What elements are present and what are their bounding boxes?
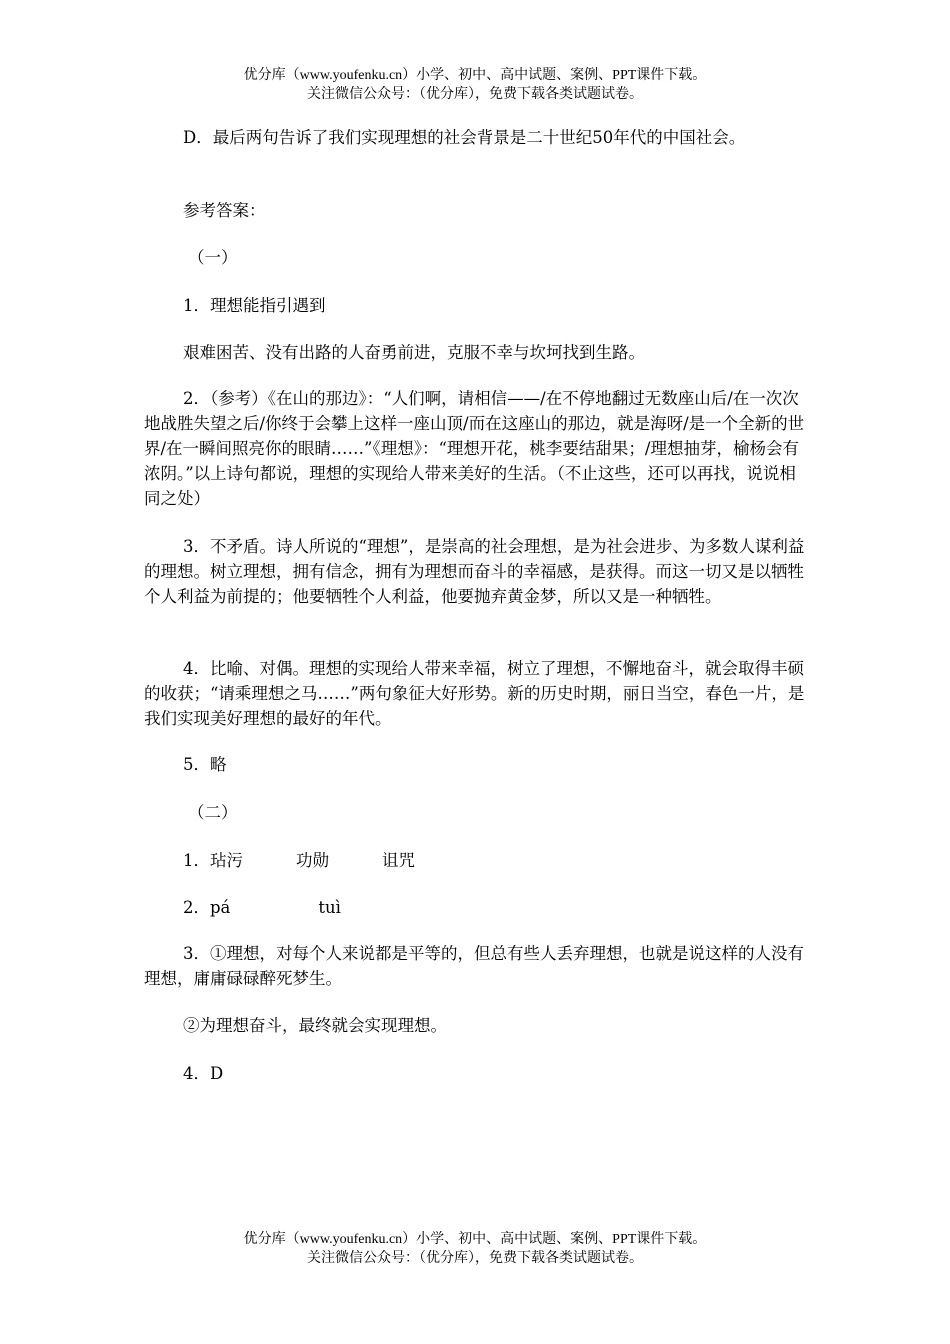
- answer-1-5: 5．略: [183, 755, 227, 774]
- answer-2-3b: ②为理想奋斗，最终就会实现理想。: [183, 1016, 447, 1035]
- pinyin-2: tuì: [318, 898, 341, 917]
- answer-1-3: 3．不矛盾。诗人所说的“理想”，是崇高的社会理想，是为社会进步、为多数人谋利益的理想。树立理想，拥有信念，拥有为理想而奋斗的幸福感，是获得。而这一切又是以牺牲个人利益为前提的；他要牺牲个人利益，他要抛弃黄金梦，所以又是一种牺牲。: [144, 537, 805, 606]
- word-1: 玷污: [210, 851, 243, 870]
- answer-1-2: 2．（参考）《在山的那边》：“人们啊，请相信——/在不停地翻过无数座山后/在一次次地战胜失望之后/你终于会攀上这样一座山顶/而在这座山的那边，就是海呀/是一个全新的世界/在一瞬间照亮你的眼睛……”《理想》：“理想开花，桃李要结甜果；/理想抽芽，榆杨会有浓阴。”以上诗句都说，理想的实现给人带来美好的生活。（不止这些，还可以再找，说说相同之处）: [144, 389, 805, 508]
- footer-line-2: 关注微信公众号：（优分库），免费下载各类试题试卷。: [307, 1251, 643, 1266]
- word-2: 功勋: [296, 851, 329, 870]
- answer-2-1-number: 1．: [183, 851, 210, 870]
- answer-1-4: 4．比喻、对偶。理想的实现给人带来幸福，树立了理想，不懈地奋斗，就会取得丰硕的收获；“请乘理想之马……”两句象征大好形势。新的历史时期，丽日当空，春色一片，是我们实现美好理想的最好的年代。: [144, 659, 805, 728]
- answer-title: 参考答案：: [183, 201, 266, 220]
- answer-2-2: [144, 895, 808, 920]
- answer-1-1-cont: 艰难困苦、没有出路的人奋勇前进，克服不幸与坎坷找到生路。: [183, 343, 645, 362]
- answer-1-1: 1．理想能指引遇到: [183, 296, 326, 315]
- answer-2-4: 4．D: [183, 1064, 224, 1083]
- option-d: D．最后两句告诉了我们实现理想的社会背景是二十世纪50年代的中国社会。: [183, 128, 746, 147]
- answer-2-1: [144, 848, 808, 873]
- page-footer: [0, 1230, 950, 1268]
- pinyin-1: pá: [210, 898, 231, 917]
- section-heading-1: （一）: [188, 248, 238, 267]
- answer-2-2-number: 2．: [183, 898, 210, 917]
- page-header: [0, 66, 950, 104]
- header-line-2: 关注微信公众号：（优分库），免费下载各类试题试卷。: [307, 87, 643, 102]
- answer-2-3a: 3．①理想，对每个人来说都是平等的，但总有些人丢弃理想，也就是说这样的人没有理想，庸庸碌碌醉死梦生。: [144, 944, 804, 988]
- footer-line-1: 优分库（www.youfenku.cn）小学、初中、高中试题、案例、PPT课件下载。: [243, 1232, 707, 1247]
- section-heading-2: （二）: [188, 803, 238, 822]
- word-3: 诅咒: [382, 851, 415, 870]
- header-line-1: 优分库（www.youfenku.cn）小学、初中、高中试题、案例、PPT课件下载。: [243, 68, 707, 83]
